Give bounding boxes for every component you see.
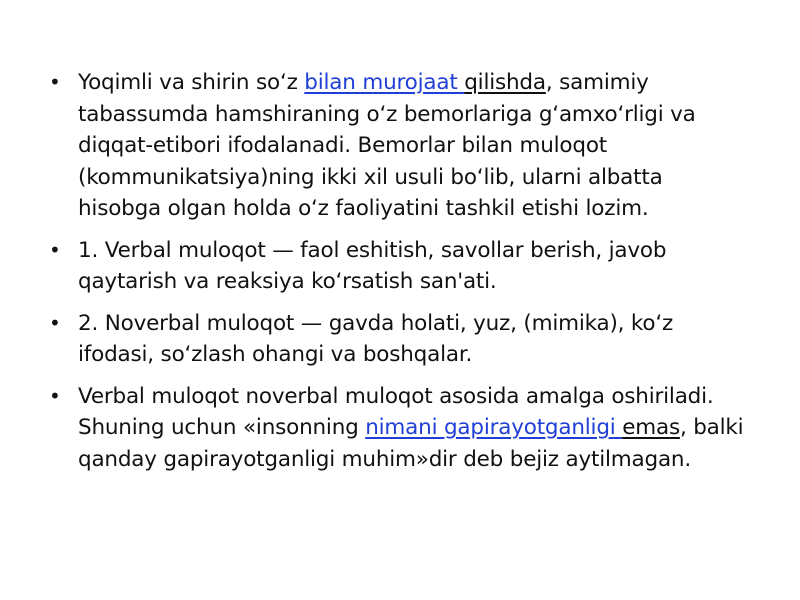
bullet-dot-icon: • xyxy=(49,310,61,335)
bullet-list xyxy=(48,67,748,485)
bullet-4-text-before: Verbal muloqot noverbal muloqot asosida amalga oshiriladi. Shuning uchun «insonning xyxy=(78,383,714,440)
bullet-1-text-after: , samimiy tabassumda hamshiraning oʻz bemorlariga gʻamxoʻrligi va diqqat-etibori ifodalanadi. Bemorlar bilan muloqot (kommunikatsiya)ning ikki xil usuli boʻlib, ularni albatta hisobga olgan holda oʻz faoliyatini tashkil etishi lozim. xyxy=(78,70,696,221)
bullet-1-link[interactable]: bilan murojaat xyxy=(304,70,465,95)
bullet-4-link[interactable]: nimani gapirayotganligi xyxy=(365,415,623,440)
bullet-dot-icon: • xyxy=(49,383,61,408)
bullet-4-text-after: , balki qanday gapirayotganligi muhim»dir deb bejiz aytilmagan. xyxy=(78,415,744,472)
bullet-item-1 xyxy=(48,67,748,225)
bullet-item-3 xyxy=(48,308,748,371)
bullet-3-text: 2. Noverbal muloqot — gavda holati, yuz, (mimika), koʻz ifodasi, soʻzlash ohangi va boshqalar. xyxy=(78,310,674,367)
bullet-item-4 xyxy=(48,381,748,476)
bullet-dot-icon: • xyxy=(49,70,61,94)
bullet-dot-icon: • xyxy=(49,237,61,262)
bullet-1-text-before: Yoqimli va shirin soʻz xyxy=(78,70,305,95)
bullet-item-2 xyxy=(48,235,748,298)
bullet-1-link-continuation[interactable]: qilishda xyxy=(464,70,546,95)
bullet-4-link-continuation[interactable]: emas xyxy=(622,415,680,440)
bullet-2-text: 1. Verbal muloqot — faol eshitish, savollar berish, javob qaytarish va reaksiya koʻrsatish san'ati. xyxy=(78,237,667,294)
